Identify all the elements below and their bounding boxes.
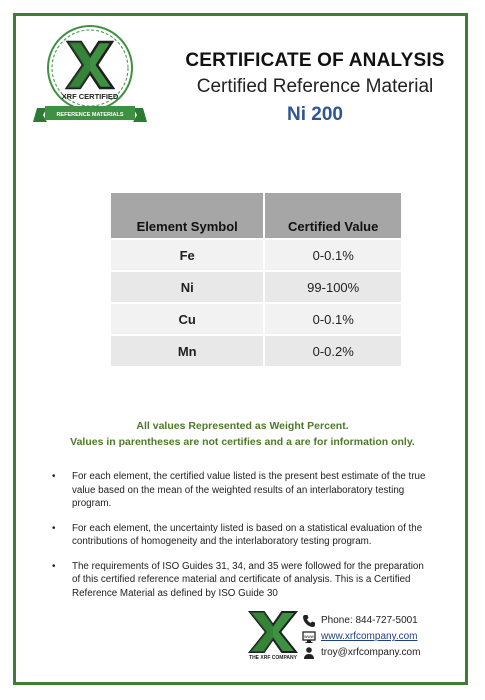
bullet-text: For each element, the uncertainty listed is based on a statistical evaluation of the contributions of homogeneity and the interlaboratory testing program. <box>72 522 423 547</box>
page-subtitle: Certified Reference Material <box>196 76 434 97</box>
list-item <box>52 522 434 549</box>
column-header-value: Certified Value <box>265 193 401 238</box>
value-cell: 0-0.1% <box>265 302 401 334</box>
page-title: CERTIFICATE OF ANALYSIS <box>185 50 445 71</box>
element-cell: Cu <box>111 302 265 334</box>
phone-icon <box>302 614 316 628</box>
element-cell: Mn <box>111 334 265 366</box>
bullet-dot-icon: • <box>52 560 56 572</box>
list-item <box>52 560 434 601</box>
bullet-list <box>52 470 434 611</box>
company-label: THE XRF COMPANY <box>249 655 297 660</box>
certified-values-table <box>111 193 401 366</box>
element-cell: Fe <box>111 238 265 270</box>
svg-text:www: www <box>304 634 314 639</box>
person-icon <box>302 646 316 660</box>
table-row <box>111 334 401 366</box>
note-parentheses: Values in parentheses are not certifies and a are for information only. <box>70 436 415 448</box>
table-row <box>111 302 401 334</box>
table-header-row <box>111 193 401 238</box>
bullet-text: The requirements of ISO Guides 31, 34, and 35 were followed for the preparation of this certified reference material and certificate of analysis. This is a Certified Reference Material as defined by ISO Guide 30 <box>72 560 424 599</box>
column-header-element: Element Symbol <box>111 193 265 238</box>
element-cell: Ni <box>111 270 265 302</box>
value-cell: 0-0.2% <box>265 334 401 366</box>
value-cell: 99-100% <box>265 270 401 302</box>
value-cell: 0-0.1% <box>265 238 401 270</box>
notes-block <box>30 418 455 450</box>
contact-block <box>302 613 420 661</box>
email-text[interactable]: troy@xrfcompany.com <box>321 647 421 658</box>
bullet-dot-icon: • <box>52 471 56 482</box>
list-item <box>52 470 434 511</box>
bullet-dot-icon: • <box>52 522 56 534</box>
contact-email <box>302 645 420 661</box>
title-block <box>150 50 480 126</box>
bullet-text: For each element, the certified value listed is the present best estimate of the true value based on the mean of the weighted results of an interlaboratory testing program. <box>72 471 426 509</box>
contact-website <box>302 629 420 645</box>
table-row <box>111 270 401 302</box>
material-name: Ni 200 <box>287 104 343 125</box>
xrf-x-logo-icon <box>250 612 296 652</box>
note-weight-percent: All values Represented as Weight Percent. <box>136 420 349 432</box>
phone-text: Phone: 844-727-5001 <box>321 615 418 626</box>
table-row <box>111 238 401 270</box>
seal-ribbon-text: REFERENCE MATERIALS <box>56 112 124 118</box>
contact-phone <box>302 613 420 629</box>
xrf-company-logo <box>247 610 299 660</box>
seal-text: XRF CERTIFIED <box>61 92 119 101</box>
website-link[interactable]: www.xrfcompany.com <box>321 631 418 642</box>
xrf-certified-seal <box>31 22 149 130</box>
monitor-icon <box>302 630 316 644</box>
